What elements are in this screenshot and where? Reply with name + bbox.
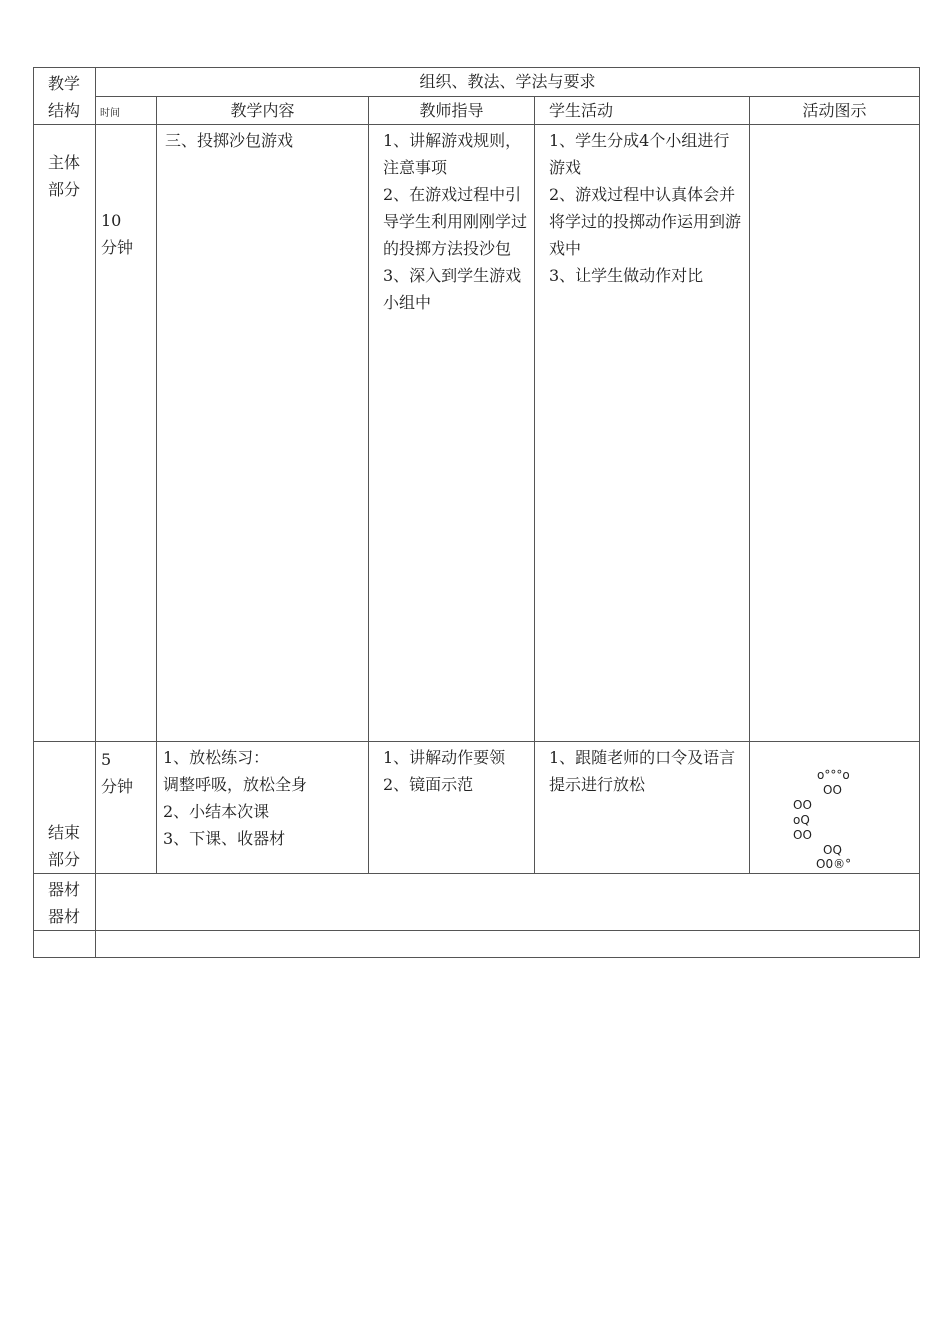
end-part-label: 结束 部分 bbox=[34, 742, 96, 874]
equipment-value bbox=[96, 874, 920, 931]
formation-line: OO bbox=[823, 783, 842, 797]
org-title: 组织、教法、学法与要求 bbox=[96, 68, 920, 97]
lesson-plan-table bbox=[33, 67, 920, 958]
main-part-student: 1、学生分成4个小组进行游戏 2、游戏过程中认真体会并将学过的投掷动作运用到游戏中 3、让学生做动作对比 bbox=[535, 125, 750, 742]
end-part-teacher: 1、讲解动作要领 2、镜面示范 bbox=[369, 742, 535, 874]
formation-line: o°°°o bbox=[817, 768, 850, 782]
teacher-header: 教师指导 bbox=[369, 97, 535, 125]
time-header: 时间 bbox=[96, 97, 157, 125]
formation-line: oQ bbox=[793, 813, 810, 827]
main-part-row bbox=[34, 125, 920, 742]
blank-row bbox=[34, 931, 920, 958]
equipment-label: 器材 器材 bbox=[34, 874, 96, 931]
blank-row-value bbox=[96, 931, 920, 958]
main-part-label: 主体 部分 bbox=[34, 125, 96, 742]
formation-line: OO bbox=[793, 798, 812, 812]
equipment-row bbox=[34, 874, 920, 931]
end-part-content: 1、放松练习： 调整呼吸，放松全身 2、小结本次课 3、下课、收器材 bbox=[157, 742, 369, 874]
main-part-teacher: 1、讲解游戏规则，注意事项 2、在游戏过程中引导学生利用刚刚学过的投掷方法投沙包 3、深入到学生游戏小组中 bbox=[369, 125, 535, 742]
formation-diagram bbox=[750, 742, 920, 874]
main-part-content: 三、投掷沙包游戏 bbox=[157, 125, 369, 742]
content-header: 教学内容 bbox=[157, 97, 369, 125]
student-header: 学生活动 bbox=[535, 97, 750, 125]
structure-header: 教学 结构 bbox=[34, 68, 96, 125]
end-part-row bbox=[34, 742, 920, 874]
main-part-time: 10 分钟 bbox=[96, 125, 157, 742]
formation-line: OO bbox=[793, 828, 812, 842]
end-part-time: 5 分钟 bbox=[96, 742, 157, 874]
formation-line: O0®° bbox=[816, 857, 852, 871]
diagram-header: 活动图示 bbox=[750, 97, 920, 125]
main-part-diagram bbox=[750, 125, 920, 742]
blank-row-label bbox=[34, 931, 96, 958]
formation-line: OQ bbox=[823, 843, 842, 857]
end-part-student: 1、跟随老师的口令及语言提示进行放松 bbox=[535, 742, 750, 874]
